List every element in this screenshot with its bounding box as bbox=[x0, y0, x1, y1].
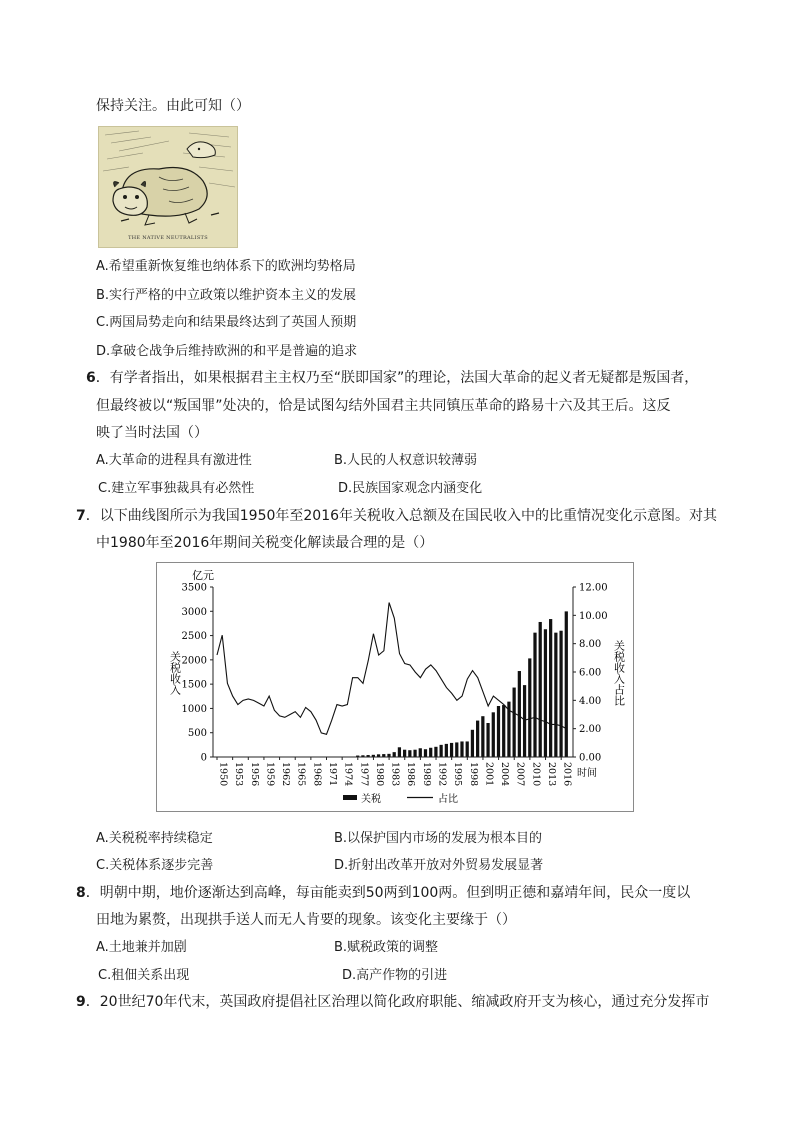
x-tick-label: 2010 bbox=[530, 762, 542, 787]
bar-1990 bbox=[424, 749, 427, 757]
bar-1995 bbox=[450, 743, 453, 757]
right-tick-label: 0.00 bbox=[579, 752, 602, 764]
legend bbox=[343, 792, 458, 805]
bar-2015 bbox=[554, 633, 557, 757]
q5-option-a: A.希望重新恢复维也纳体系下的欧洲均势格局 bbox=[96, 259, 356, 274]
bar-1985 bbox=[398, 747, 401, 757]
bar-1987 bbox=[408, 750, 411, 757]
left-tick-label: 3500 bbox=[181, 582, 207, 594]
tariff-chart bbox=[156, 562, 634, 812]
bar-1993 bbox=[440, 745, 443, 757]
bar-2010 bbox=[528, 658, 531, 757]
x-tick-label: 2016 bbox=[561, 762, 573, 787]
legend-label-bar: 关税 bbox=[361, 794, 381, 805]
cartoon-dog-drawing bbox=[99, 127, 237, 247]
x-tick-label: 1980 bbox=[373, 762, 385, 787]
q7-stem-line-2: 中1980年至2016年期间关税变化解读最合理的是（） bbox=[96, 535, 434, 551]
bar-1996 bbox=[455, 742, 458, 757]
q7-stem-line-1: 7．以下曲线图所示为我国1950年至2016年关税收入总额及在国民收入中的比重情况变化示意图。对其 bbox=[76, 508, 718, 524]
x-tick-label: 1983 bbox=[389, 762, 401, 787]
q6-number: 6 bbox=[86, 370, 96, 386]
left-tick-label: 2000 bbox=[181, 655, 207, 667]
bar-1999 bbox=[471, 730, 474, 757]
bar-1984 bbox=[393, 752, 396, 757]
q8-stem-line-2: 田地为累赘，出现拱手送人而无人肯要的现象。该变化主要缘于（） bbox=[96, 912, 516, 928]
q5-option-d: D.拿破仑战争后维持欧洲的和平是普遍的追求 bbox=[96, 344, 358, 359]
q6-stem-line-1: 6．有学者指出，如果根据君主主权乃至“朕即国家”的理论，法国大革命的起义者无疑都是叛国者， bbox=[86, 370, 699, 386]
bar-2017 bbox=[565, 611, 568, 757]
left-axis-title: 关税收入 bbox=[168, 651, 182, 695]
q6-stem-line-3: 映了当时法国（） bbox=[96, 425, 208, 441]
bar-1997 bbox=[460, 741, 463, 757]
q6-option-a: A.大革命的进程具有激进性 bbox=[96, 453, 252, 468]
q5-option-b: B.实行严格的中立政策以维护资本主义的发展 bbox=[96, 288, 357, 303]
x-tick-label: 1992 bbox=[436, 762, 448, 787]
x-tick-label: 1971 bbox=[327, 762, 339, 787]
q6-option-b: B.人民的人权意识较薄弱 bbox=[334, 453, 478, 468]
q7-option-d: D.折射出改革开放对外贸易发展显著 bbox=[334, 858, 544, 873]
q8-number: 8 bbox=[76, 885, 86, 901]
bar-2003 bbox=[492, 712, 495, 757]
right-tick-label: 2.00 bbox=[579, 724, 602, 736]
bar-2014 bbox=[549, 619, 552, 757]
right-tick-label: 10.00 bbox=[579, 610, 608, 622]
tariff-chart-svg bbox=[157, 563, 633, 811]
x-tick-label: 1953 bbox=[233, 762, 245, 787]
bar-2004 bbox=[497, 706, 500, 757]
x-tick-label: 1956 bbox=[248, 762, 260, 787]
q7-option-a: A.关税税率持续稳定 bbox=[96, 831, 213, 846]
x-tick-label: 1950 bbox=[217, 762, 229, 787]
q7-option-b: B.以保护国内市场的发展为根本目的 bbox=[334, 831, 543, 846]
q8-option-c: C.租佃关系出现 bbox=[98, 968, 190, 983]
bar-2016 bbox=[559, 631, 562, 757]
bar-2005 bbox=[502, 705, 505, 757]
q8-stem-line-1: 8．明朝中期，地价逐渐达到高峰，每亩能卖到50两到100两。但到明正德和嘉靖年间，民众一度以 bbox=[76, 885, 691, 901]
bar-2012 bbox=[539, 622, 542, 757]
left-tick-label: 0 bbox=[200, 752, 207, 764]
q7-number: 7 bbox=[76, 508, 86, 524]
q6-stem-line-2: 但最终被以“叛国罪”处决的，恰是试图勾结外国君主共同镇压革命的路易十六及其王后。这反 bbox=[96, 398, 671, 414]
q6-option-d: D.民族国家观念内涵变化 bbox=[338, 481, 483, 496]
x-tick-label: 1965 bbox=[295, 762, 307, 787]
right-tick-label: 4.00 bbox=[579, 695, 602, 707]
left-tick-label: 3000 bbox=[181, 606, 207, 618]
q6-option-c: C.建立军事独裁具有必然性 bbox=[98, 481, 255, 496]
x-tick-label: 2013 bbox=[546, 762, 558, 787]
bar-2007 bbox=[513, 688, 516, 757]
bar-1992 bbox=[434, 747, 437, 757]
bar-1986 bbox=[403, 750, 406, 757]
x-tick-label: 1968 bbox=[311, 762, 323, 787]
bar-2002 bbox=[486, 723, 489, 757]
left-unit-label: 亿元 bbox=[192, 569, 214, 582]
bar-2001 bbox=[481, 716, 484, 757]
x-tick-label: 2004 bbox=[499, 762, 511, 787]
bar-1994 bbox=[445, 744, 448, 757]
left-tick-label: 2500 bbox=[181, 631, 207, 643]
q9-number: 9 bbox=[76, 994, 86, 1010]
bar-1988 bbox=[413, 750, 416, 757]
x-tick-label: 2007 bbox=[514, 762, 526, 787]
q8-option-b: B.赋税政策的调整 bbox=[334, 940, 439, 955]
x-tick-label: 1977 bbox=[358, 762, 370, 787]
legend-label-line: 占比 bbox=[438, 794, 458, 805]
q8-option-d: D.高产作物的引进 bbox=[342, 968, 448, 983]
q7-option-c: C.关税体系逐步完善 bbox=[96, 858, 214, 873]
cartoon-caption: THE NATIVE NEUTRALISTS bbox=[128, 235, 208, 241]
legend-swatch-bar bbox=[343, 795, 357, 800]
x-tick-label: 1998 bbox=[467, 762, 479, 787]
x-tick-label: 1986 bbox=[405, 762, 417, 787]
left-tick-label: 500 bbox=[187, 728, 207, 740]
left-tick-label: 1500 bbox=[181, 679, 207, 691]
x-tick-label: 2001 bbox=[483, 762, 495, 787]
right-axis-title: 关税收入占比 bbox=[612, 640, 626, 706]
x-tick-label: 1962 bbox=[280, 762, 292, 787]
right-tick-label: 6.00 bbox=[579, 667, 602, 679]
left-tick-label: 1000 bbox=[181, 703, 207, 715]
q5-option-c: C.两国局势走向和结果最终达到了英国人预期 bbox=[96, 315, 357, 330]
x-tick-label: 1974 bbox=[342, 762, 354, 787]
right-tick-label: 8.00 bbox=[579, 639, 602, 651]
bar-1989 bbox=[419, 748, 422, 757]
bar-2008 bbox=[518, 671, 521, 757]
q5-stem-tail: 保持关注。由此可知（） bbox=[96, 98, 250, 114]
bar-2000 bbox=[476, 721, 479, 757]
x-tick-label: 1995 bbox=[452, 762, 464, 787]
q9-stem-line-1: 9．20世纪70年代末，英国政府提倡社区治理以简化政府职能、缩减政府开支为核心，通过充分发挥市 bbox=[76, 994, 710, 1010]
x-tick-label: 1989 bbox=[420, 762, 432, 787]
cartoon-image bbox=[98, 126, 238, 248]
bar-2013 bbox=[544, 629, 547, 757]
right-tick-label: 12.00 bbox=[579, 582, 608, 594]
bar-1991 bbox=[429, 748, 432, 757]
bar-2009 bbox=[523, 685, 526, 757]
bar-1998 bbox=[466, 741, 469, 757]
x-axis-title: 时间 bbox=[577, 768, 597, 779]
q8-option-a: A.土地兼并加剧 bbox=[96, 940, 187, 955]
bar-2011 bbox=[533, 633, 536, 757]
x-tick-label: 1959 bbox=[264, 762, 276, 787]
